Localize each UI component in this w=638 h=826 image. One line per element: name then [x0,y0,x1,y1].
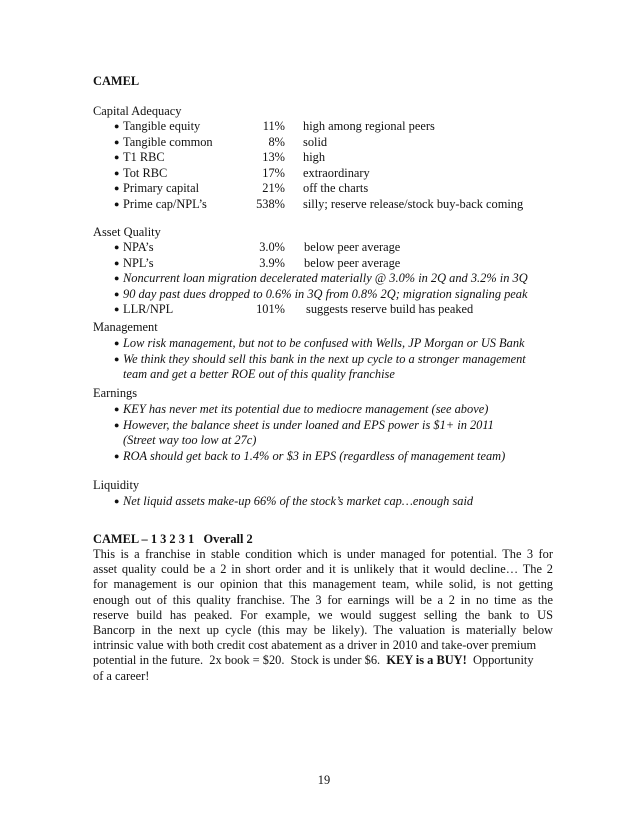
metric-value: 8% [268,135,285,149]
asset-quality-heading: Asset Quality [93,225,161,239]
metric-note: high among regional peers [303,119,435,133]
list-item [93,336,553,351]
paragraph-line: for management is our opinion that this management team, while solid, is not getting [93,577,553,592]
paragraph-line: enough out of this quality franchise. The 3 for earnings will be a 2 in no time as the [93,592,553,607]
metric-label: Primary capital [123,181,200,195]
metric-value: 3.9% [259,256,285,270]
list-item [93,166,553,181]
metric-value: 11% [262,119,285,133]
list-item [93,287,553,302]
bullet-text: However, the balance sheet is under loaned and EPS power is $1+ in 2011 [123,418,494,432]
bullet-icon: ● [114,451,120,461]
list-item [93,181,553,196]
bullet-icon: ● [114,258,120,268]
metric-note: high [303,150,326,164]
bullet-text: Low risk management, but not to be confused with Wells, JP Morgan or US Bank [123,336,525,350]
rating-paragraph [93,547,553,684]
list-item [93,135,553,150]
list-item-continuation [93,367,553,382]
liquidity-heading: Liquidity [93,478,140,492]
management-heading: Management [93,320,158,334]
metric-label: LLR/NPL [123,302,174,316]
list-item [93,418,553,433]
buy-rating-emphasis: KEY is a BUY! [386,653,467,668]
metric-value: 17% [262,166,285,180]
bullet-icon: ● [114,496,120,506]
bullet-icon: ● [114,183,120,193]
document-page [93,0,553,826]
bullet-icon: ● [114,242,120,252]
bullet-icon: ● [114,273,120,283]
bullet-text: 90 day past dues dropped to 0.6% in 3Q from 0.8% 2Q; migration signaling peak [123,287,528,301]
bullet-text: team and get a better ROE out of this quality franchise [123,367,395,381]
bullet-text: We think they should sell this bank in the next up cycle to a stronger management [123,352,526,366]
list-item [93,352,553,367]
metric-note: suggests reserve build has peaked [306,302,474,316]
list-item [93,494,553,509]
bullet-icon: ● [114,199,120,209]
metric-value: 13% [262,150,285,164]
bullet-text: (Street way too low at 27c) [123,433,257,447]
metric-label: Tangible common [123,135,213,149]
paragraph-line: Bancorp in the next up cycle (this may be likely). The valuation is materially below [93,622,553,637]
bullet-icon: ● [114,304,120,314]
page-number: 19 [317,773,331,787]
paragraph-text: potential in the future. 2x book = $20. Stock is under $6. [93,653,387,668]
camel-rating-heading: CAMEL – 1 3 2 3 1 Overall 2 [93,532,253,546]
paragraph-line [93,653,553,668]
list-item [93,150,553,165]
metric-note: below peer average [304,240,401,254]
bullet-icon: ● [114,404,120,414]
bullet-text: Net liquid assets make-up 66% of the stock’s market cap…enough said [123,494,474,508]
bullet-icon: ● [114,354,120,364]
list-item [93,256,553,271]
earnings-heading: Earnings [93,386,138,400]
list-item [93,197,553,212]
metric-note: extraordinary [303,166,370,180]
list-item [93,402,553,417]
bullet-icon: ● [114,152,120,162]
list-item [93,302,553,317]
bullet-icon: ● [114,289,120,299]
list-item-continuation [93,433,553,448]
bullet-icon: ● [114,168,120,178]
metric-note: solid [303,135,328,149]
paragraph-line: This is a franchise in stable condition which is under managed for potential. The 3 for [93,547,553,561]
list-item [93,271,553,286]
bullet-icon: ● [114,121,120,131]
metric-value: 3.0% [259,240,285,254]
bullet-icon: ● [114,338,120,348]
metric-label: Prime cap/NPL’s [123,197,207,211]
metric-label: Tangible equity [123,119,201,133]
metric-note: off the charts [303,181,369,195]
bullet-text: Noncurrent loan migration decelerated materially @ 3.0% in 2Q and 3.2% in 3Q [123,271,528,285]
metric-label: T1 RBC [123,150,165,164]
metric-value: 538% [256,197,285,211]
document-title: CAMEL [93,74,140,88]
list-item [93,449,553,464]
metric-note: silly; reserve release/stock buy-back coming [303,197,524,211]
metric-label: NPL’s [123,256,154,270]
metric-value: 101% [256,302,285,316]
bullet-text: ROA should get back to 1.4% or $3 in EPS (regardless of management team) [123,449,506,463]
bullet-text: KEY has never met its potential due to mediocre management (see above) [123,402,489,416]
paragraph-line: asset quality could be a 2 in short order and it is unlikely that it would decline… The 2 [93,562,553,577]
paragraph-text: Opportunity [466,653,534,668]
bullet-icon: ● [114,420,120,430]
paragraph-line: reserve build has peaked. For example, we would suggest selling the bank to US [93,607,553,622]
metric-value: 21% [262,181,285,195]
metric-label: NPA’s [123,240,154,254]
metric-label: Tot RBC [123,166,168,180]
capital-adequacy-heading: Capital Adequacy [93,104,182,118]
metric-note: below peer average [304,256,401,270]
list-item [93,240,553,255]
list-item [93,119,553,134]
paragraph-line: intrinsic value with both credit cost abatement as a driver in 2010 and take-over premium [93,638,537,653]
bullet-icon: ● [114,137,120,147]
paragraph-line: of a career! [93,668,150,683]
